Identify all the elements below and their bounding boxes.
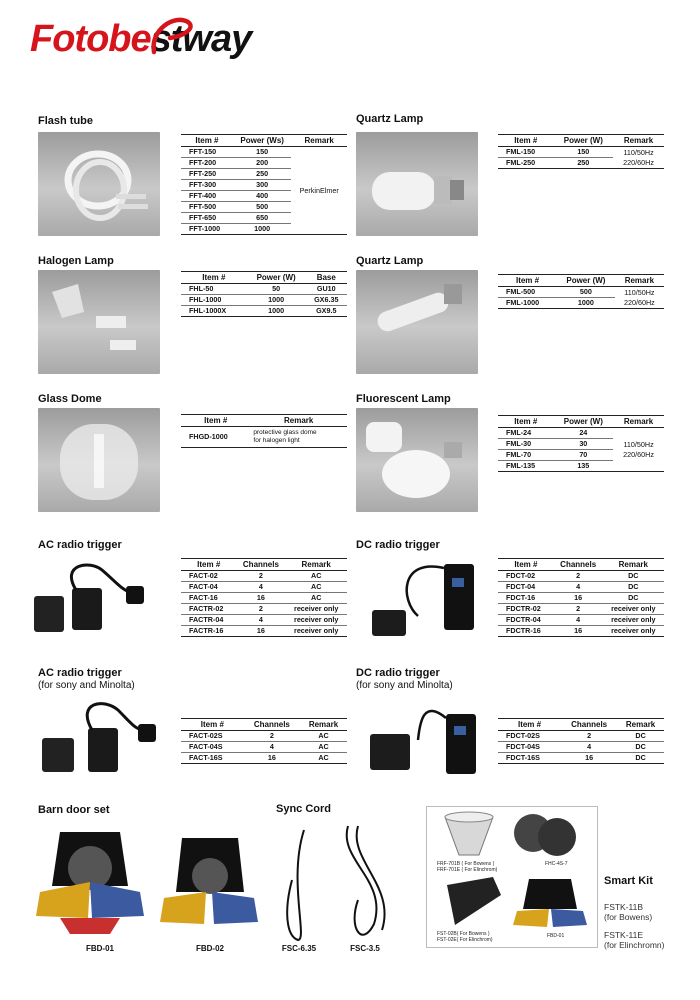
table-row: FFT-250 250 [181, 169, 347, 180]
quartz-lamp-2-photo [356, 270, 478, 374]
table-row: FHL-1000 1000 GX6.35 [181, 295, 347, 306]
glass-dome-photo [38, 408, 160, 512]
col-header: Remark [300, 719, 347, 731]
honeycomb-label: FHC-4S-7 [545, 861, 568, 867]
quartz-lamp-2-title: Quartz Lamp [356, 255, 424, 267]
col-header: Base [306, 272, 347, 284]
table-row: FFT-150 150 PerkinElmer [181, 147, 347, 158]
glass-dome-table [181, 414, 347, 448]
flash-tube-photo [38, 132, 160, 236]
smart-kit-item-1: FSTK-11B (for Bowens) [604, 902, 653, 922]
glass-dome-remark: protective glass dome for halogen light [250, 427, 347, 448]
ac-trigger-table [181, 558, 347, 637]
table-row: FACTR-16 16 receiver only [181, 626, 347, 637]
table-row: FACT-04 4 AC [181, 582, 347, 593]
brand-wordmark: Fotobestway [30, 18, 252, 60]
dc-trigger-table [498, 558, 664, 637]
ac-trigger-photo [30, 560, 160, 640]
col-header: Item # [498, 719, 561, 731]
table-row: FDCT-16 16 DC [498, 593, 664, 604]
table-row: FDCTR-02 2 receiver only [498, 604, 664, 615]
col-header: Remark [613, 416, 664, 428]
quartz-lamp-1-remark: 110/50Hz 220/60Hz [613, 147, 664, 169]
table-row: FACTR-02 2 receiver only [181, 604, 347, 615]
table-row: FFT-650 650 [181, 213, 347, 224]
col-header: Item # [181, 559, 236, 571]
honeycomb-photo [511, 811, 581, 859]
flash-tube-remark: PerkinElmer [291, 147, 347, 235]
sync-cord-title: Sync Cord [276, 803, 332, 815]
snoot-label-1: FST-02B( For Bowens ) [437, 931, 490, 937]
dc-trigger-title: DC radio trigger [356, 539, 440, 551]
dc-trigger-photo [360, 560, 490, 645]
table-row: FDCT-04S 4 DC [498, 742, 664, 753]
table-row: FFT-200 200 [181, 158, 347, 169]
smart-kit-title: Smart Kit [604, 875, 653, 887]
table-row: FML-1000 1000 [498, 298, 664, 309]
dc-trigger-sony-title: DC radio trigger [356, 667, 440, 679]
brand-logo [30, 18, 270, 72]
col-header: Item # [498, 275, 557, 287]
logo-swoosh-icon [148, 14, 194, 64]
sync-cord-fsc35-caption: FSC-3.5 [350, 944, 380, 953]
barn-door-fbd01-photo [30, 822, 150, 942]
dc-trigger-sony-subtitle: (for sony and Minolta) [356, 680, 453, 691]
col-header: Remark [603, 559, 664, 571]
col-header: Channels [244, 719, 300, 731]
col-header: Item # [498, 559, 554, 571]
table-row: FACTR-04 4 receiver only [181, 615, 347, 626]
ac-trigger-sony-title: AC radio trigger [38, 667, 122, 679]
quartz-lamp-1-title: Quartz Lamp [356, 113, 424, 125]
snoot-label-2: FST-02E( For Elinchrom) [437, 937, 493, 943]
table-row: FFT-500 500 [181, 202, 347, 213]
col-header: Item # [181, 719, 244, 731]
table-row: FACT-16 16 AC [181, 593, 347, 604]
smart-kit-barndoor-label: FBD-01 [547, 933, 565, 939]
col-header: Power (W) [247, 272, 306, 284]
reflector-photo [441, 811, 497, 861]
table-row: FACT-16S 16 AC [181, 753, 347, 764]
barn-door-fbd01-caption: FBD-01 [85, 944, 114, 953]
table-row: FHGD-1000 protective glass dome for halogen light [181, 427, 347, 448]
smart-kit-item-2: FSTK-11E (for Elinchromn) [604, 930, 665, 950]
ac-trigger-sony-photo [34, 698, 164, 778]
table-row: FML-150 150 110/50Hz 220/60Hz [498, 147, 664, 158]
col-header: Power (W) [554, 416, 614, 428]
col-header: Channels [236, 559, 285, 571]
sync-cord-fsc635-caption: FSC-6.35 [281, 944, 317, 953]
table-row: FFT-400 400 [181, 191, 347, 202]
ac-trigger-title: AC radio trigger [38, 539, 122, 551]
table-row: FACT-02 2 AC [181, 571, 347, 582]
table-row: FML-250 250 [498, 158, 664, 169]
col-header: Power (Ws) [233, 135, 292, 147]
table-row: FACT-04S 4 AC [181, 742, 347, 753]
table-row: FML-24 24 110/50Hz 220/60Hz [498, 428, 664, 439]
table-row: FDCT-02 2 DC [498, 571, 664, 582]
table-row: FDCT-02S 2 DC [498, 731, 664, 742]
table-row: FFT-1000 1000 [181, 224, 347, 235]
table-row: FACT-02S 2 AC [181, 731, 347, 742]
table-row: FFT-300 300 [181, 180, 347, 191]
col-header: Item # [498, 135, 554, 147]
barn-door-fbd02-caption: FBD-02 [195, 944, 224, 953]
col-header: Item # [181, 272, 247, 284]
smart-kit-box [426, 806, 598, 948]
sync-cord-photo [278, 820, 398, 944]
table-row: FHL-50 50 GU10 [181, 284, 347, 295]
col-header: Remark [291, 135, 347, 147]
col-header: Remark [615, 275, 664, 287]
table-row: FML-500 500 110/50Hz 220/60Hz [498, 287, 664, 298]
glass-dome-title: Glass Dome [38, 393, 102, 405]
flash-tube-title: Flash tube [38, 115, 94, 127]
col-header: Power (W) [557, 275, 615, 287]
col-header: Item # [181, 415, 250, 427]
reflector-label-1: FRF-701B ( For Bowens ) [437, 861, 495, 867]
col-header: Item # [181, 135, 233, 147]
halogen-lamp-photo [38, 270, 160, 374]
table-row: FDCTR-04 4 receiver only [498, 615, 664, 626]
reflector-label-2: FRF-701E ( For Elinchrom) [437, 867, 498, 873]
flash-tube-table [181, 134, 347, 235]
fluorescent-lamp-title: Fluorescent Lamp [356, 393, 451, 405]
col-header: Remark [285, 559, 347, 571]
table-row: FDCT-16S 16 DC [498, 753, 664, 764]
smart-kit-barndoor-photo [511, 875, 591, 931]
table-row: FDCT-04 4 DC [498, 582, 664, 593]
barn-door-title: Barn door set [38, 804, 110, 816]
quartz-lamp-1-photo [356, 132, 478, 236]
quartz-lamp-2-remark: 110/50Hz 220/60Hz [615, 287, 664, 309]
table-row: FML-135 135 [498, 461, 664, 472]
fluorescent-lamp-photo [356, 408, 478, 512]
col-header: Channels [561, 719, 617, 731]
barn-door-fbd02-photo [160, 832, 260, 940]
dc-trigger-sony-photo [364, 700, 494, 785]
snoot-photo [443, 875, 507, 929]
table-row: FDCTR-16 16 receiver only [498, 626, 664, 637]
dc-trigger-sony-table [498, 718, 664, 764]
col-header: Item # [498, 416, 554, 428]
col-header: Remark [613, 135, 664, 147]
halogen-lamp-title: Halogen Lamp [38, 255, 114, 267]
col-header: Power (W) [554, 135, 614, 147]
fluorescent-lamp-remark: 110/50Hz 220/60Hz [613, 428, 664, 472]
table-row: FML-30 30 [498, 439, 664, 450]
halogen-lamp-table [181, 271, 347, 317]
col-header: Remark [617, 719, 664, 731]
quartz-lamp-1-table [498, 134, 664, 169]
ac-trigger-sony-subtitle: (for sony and Minolta) [38, 680, 135, 691]
col-header: Channels [554, 559, 603, 571]
table-row: FML-70 70 [498, 450, 664, 461]
fluorescent-lamp-table [498, 415, 664, 472]
quartz-lamp-2-table [498, 274, 664, 309]
col-header: Remark [250, 415, 347, 427]
ac-trigger-sony-table [181, 718, 347, 764]
table-row: FHL-1000X 1000 GX9.5 [181, 306, 347, 317]
